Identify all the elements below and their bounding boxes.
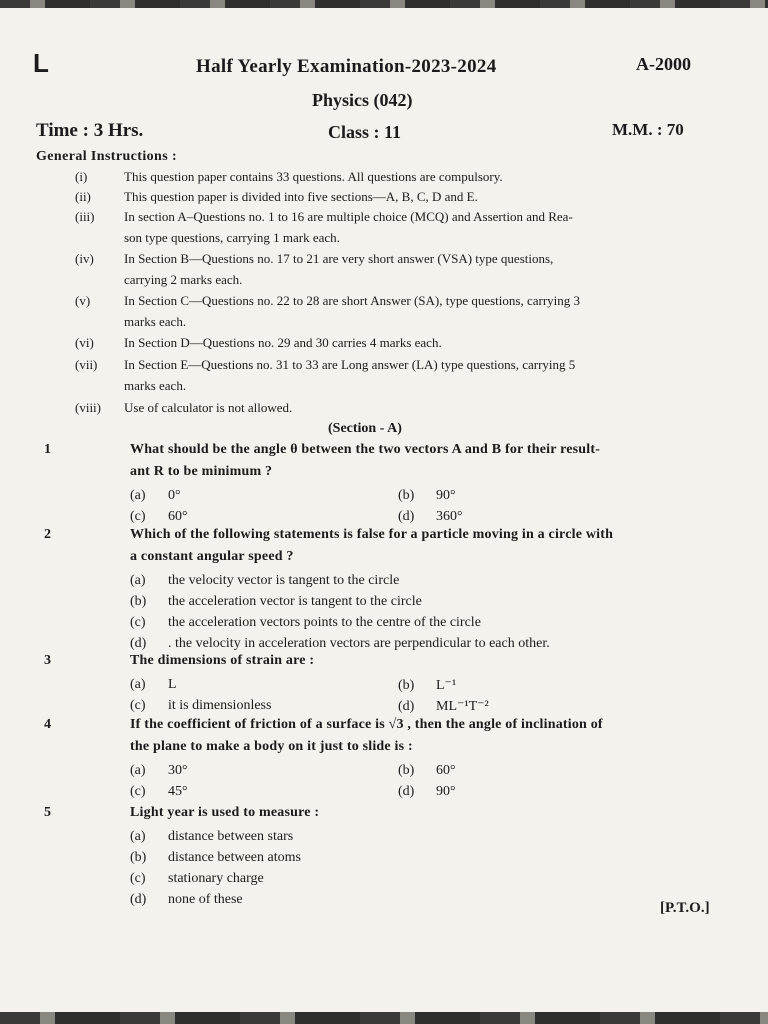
option-item [130,763,188,779]
option-label: (d) [398,509,415,524]
instruction-text: This question paper contains 33 questions. All questions are compulsory. [124,169,503,184]
option-text: the acceleration vector is tangent to the circle [168,594,422,609]
top-edge [0,0,768,8]
option-text: 90° [436,488,456,503]
option-label: (a) [130,677,146,692]
question-number: 5 [44,805,51,820]
instruction-text: In Section C—Questions no. 22 to 28 are short Answer (SA), type questions, carrying 3 [124,293,581,308]
option-item [130,698,271,714]
option-item [130,488,181,504]
question-number: 2 [44,527,51,542]
question-text: ant R to be minimum ? [130,464,273,479]
paper-code: A-2000 [636,54,691,74]
instruction-text: In section A–Questions no. 1 to 16 are multiple choice (MCQ) and Assertion and Rea- [124,209,573,224]
instruction-text: This question paper is divided into five sections—A, B, C, D and E. [124,189,478,204]
option-text: L⁻¹ [436,678,457,693]
option-label: (a) [130,763,146,778]
option-item [130,829,293,845]
option-item [130,871,264,887]
instruction-text: In Section B—Questions no. 17 to 21 are very short answer (VSA) type questions, [124,251,554,266]
subject-title: Physics (042) [312,90,413,110]
option-label: (d) [130,636,147,651]
option-label: (c) [130,784,146,799]
option-text: 60° [168,509,188,524]
option-item [130,784,188,800]
instruction-number: (i) [75,169,88,184]
instruction-text: marks each. [124,314,187,329]
question-number: 1 [44,442,51,457]
question-text: Light year is used to measure : [130,805,320,820]
option-item [398,509,463,525]
option-label: (b) [398,763,415,778]
section-title: (Section - A) [328,421,402,436]
question-text: a constant angular speed ? [130,549,294,564]
instruction-number: (ii) [75,189,91,204]
instruction-text: In Section E—Questions no. 31 to 33 are Long answer (LA) type questions, carrying 5 [124,357,576,372]
bottom-edge [0,1012,768,1024]
instruction-text: In Section D—Questions no. 29 and 30 carries 4 marks each. [124,335,442,350]
instruction-number: (iii) [75,209,95,224]
option-label: (c) [130,871,146,886]
option-label: (a) [130,573,146,588]
option-item [398,488,456,504]
option-label: (d) [398,699,415,714]
question-text: The dimensions of strain are : [130,653,315,668]
option-item [130,636,550,652]
max-marks: M.M. : 70 [612,120,684,139]
option-label: (c) [130,615,146,630]
option-text: none of these [168,892,243,907]
option-item [130,594,422,610]
instruction-number: (vi) [75,335,94,350]
option-text: L [168,677,177,692]
exam-title: Half Yearly Examination-2023-2024 [196,56,497,77]
option-label: (c) [130,509,146,524]
question-number: 3 [44,653,51,668]
option-text: 90° [436,784,456,799]
option-item [130,509,188,525]
option-text: ML⁻¹T⁻² [436,699,489,714]
option-text: stationary charge [168,871,264,886]
option-label: (d) [130,892,147,907]
option-text: the velocity vector is tangent to the circle [168,573,400,588]
instruction-number: (viii) [75,400,101,415]
option-text: distance between atoms [168,850,301,865]
instruction-number: (v) [75,293,91,308]
question-text: If the coefficient of friction of a surface is √3 , then the angle of inclination of [130,717,603,732]
option-label: (a) [130,829,146,844]
option-text: the acceleration vectors points to the centre of the circle [168,615,481,630]
question-text: the plane to make a body on it just to slide is : [130,739,413,754]
option-label: (d) [398,784,415,799]
option-label: (a) [130,488,146,503]
instruction-number: (iv) [75,251,94,266]
option-text: 45° [168,784,188,799]
option-item [398,698,489,715]
option-label: (b) [130,850,147,865]
option-text: it is dimensionless [168,698,272,713]
question-text: What should be the angle θ between the two vectors A and B for their result- [130,442,601,457]
option-item [398,784,456,800]
option-text: distance between stars [168,829,294,844]
series-code: L [33,48,49,78]
option-label: (b) [398,678,415,693]
option-text: 30° [168,763,188,778]
instruction-text: carrying 2 marks each. [124,272,243,287]
option-item [398,677,456,694]
class-label: Class : 11 [328,122,402,142]
instruction-number: (vii) [75,357,98,372]
question-number: 4 [44,717,51,732]
instructions-heading: General Instructions : [36,149,178,164]
time-allowed: Time : 3 Hrs. [36,120,144,141]
option-item [130,850,301,866]
option-item [130,573,399,589]
option-item [398,763,456,779]
instruction-text: son type questions, carrying 1 mark each. [124,230,340,245]
option-label: (b) [398,488,415,503]
option-text: 60° [436,763,456,778]
option-item [130,677,177,693]
question-text: Which of the following statements is false for a particle moving in a circle with [130,527,614,542]
option-text: 360° [436,509,463,524]
option-text: . the velocity in acceleration vectors are perpendicular to each other. [168,636,550,651]
instruction-text: Use of calculator is not allowed. [124,400,293,415]
option-item [130,615,481,631]
option-text: 0° [168,488,181,503]
option-label: (c) [130,698,146,713]
option-item [130,892,243,908]
pto-label: [P.T.O.] [660,900,710,916]
instruction-text: marks each. [124,378,187,393]
option-label: (b) [130,594,147,609]
